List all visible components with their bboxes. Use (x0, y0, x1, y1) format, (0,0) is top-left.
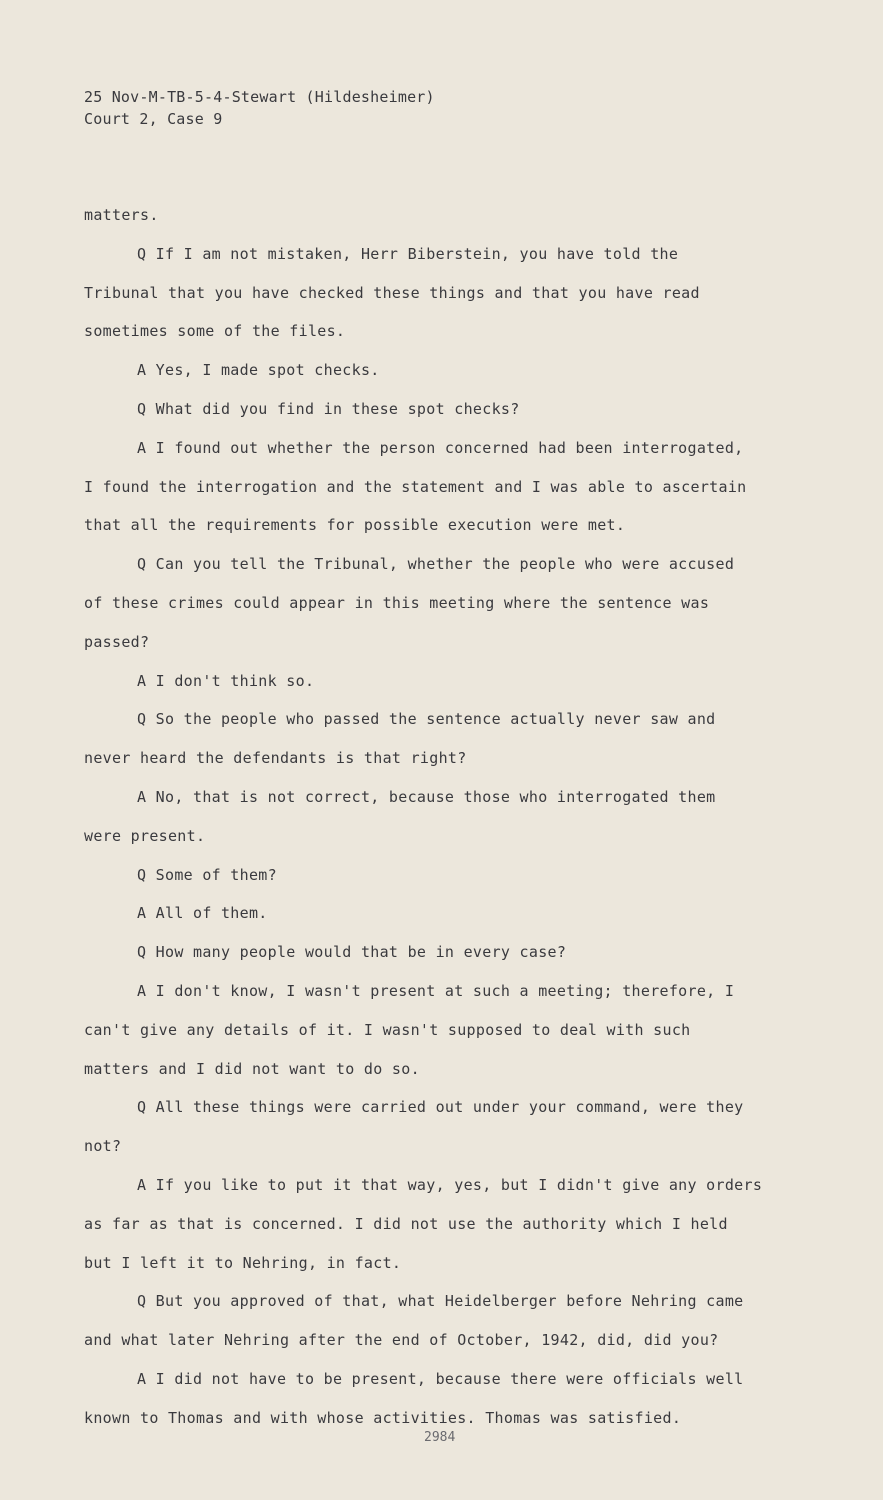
header-court-case: Court 2, Case 9 (84, 110, 223, 128)
transcript-line: A Yes, I made spot checks. (137, 361, 380, 380)
document-header (84, 86, 435, 130)
transcript-line: can't give any details of it. I wasn't supposed to deal with such (84, 1020, 691, 1039)
transcript-line: A If you like to put it that way, yes, but I didn't give any orders (137, 1175, 763, 1194)
transcript-line: A I don't know, I wasn't present at such a meeting; therefore, I (137, 981, 735, 1000)
header-reference: 25 Nov-M-TB-5-4-Stewart (Hildesheimer) (84, 88, 435, 106)
transcript-body (84, 200, 804, 1442)
transcript-line: Q Can you tell the Tribunal, whether the people who were accused (137, 555, 735, 574)
transcript-line: A I don't think so. (137, 671, 315, 690)
transcript-line: matters and I did not want to do so. (84, 1059, 420, 1078)
transcript-line: known to Thomas and with whose activities. Thomas was satisfied. (84, 1408, 682, 1427)
transcript-line: Q What did you find in these spot checks? (137, 399, 520, 418)
transcript-line: I found the interrogation and the statement and I was able to ascertain (84, 477, 747, 496)
transcript-line: Tribunal that you have checked these things and that you have read (84, 283, 700, 302)
transcript-line: were present. (84, 826, 206, 845)
transcript-line: A All of them. (137, 904, 268, 923)
transcript-line: that all the requirements for possible execution were met. (84, 516, 626, 535)
transcript-line: Q So the people who passed the sentence actually never saw and (137, 710, 716, 729)
transcript-line: never heard the defendants is that right? (84, 749, 467, 768)
transcript-line: A I did not have to be present, because there were officials well (137, 1369, 744, 1388)
page-number: 2984 (424, 1430, 456, 1445)
transcript-line: not? (84, 1137, 122, 1156)
transcript-line: Q If I am not mistaken, Herr Biberstein, you have told the (137, 244, 679, 263)
transcript-line: Q All these things were carried out under your command, were they (137, 1098, 744, 1117)
transcript-line: matters. (84, 206, 159, 224)
transcript-line: Q How many people would that be in every case? (137, 943, 567, 962)
transcript-line: A I found out whether the person concerned had been interrogated, (137, 438, 744, 457)
transcript-line: A No, that is not correct, because those who interrogated them (137, 787, 716, 806)
transcript-line: Q Some of them? (137, 865, 277, 884)
transcript-line: as far as that is concerned. I did not use the authority which I held (84, 1214, 728, 1233)
transcript-line: passed? (84, 632, 150, 651)
transcript-line: and what later Nehring after the end of October, 1942, did, did you? (84, 1331, 719, 1350)
transcript-line: Q But you approved of that, what Heidelberger before Nehring came (137, 1292, 744, 1311)
transcript-line: but I left it to Nehring, in fact. (84, 1253, 402, 1272)
transcript-line: of these crimes could appear in this meeting where the sentence was (84, 593, 710, 612)
transcript-line: sometimes some of the files. (84, 322, 346, 341)
